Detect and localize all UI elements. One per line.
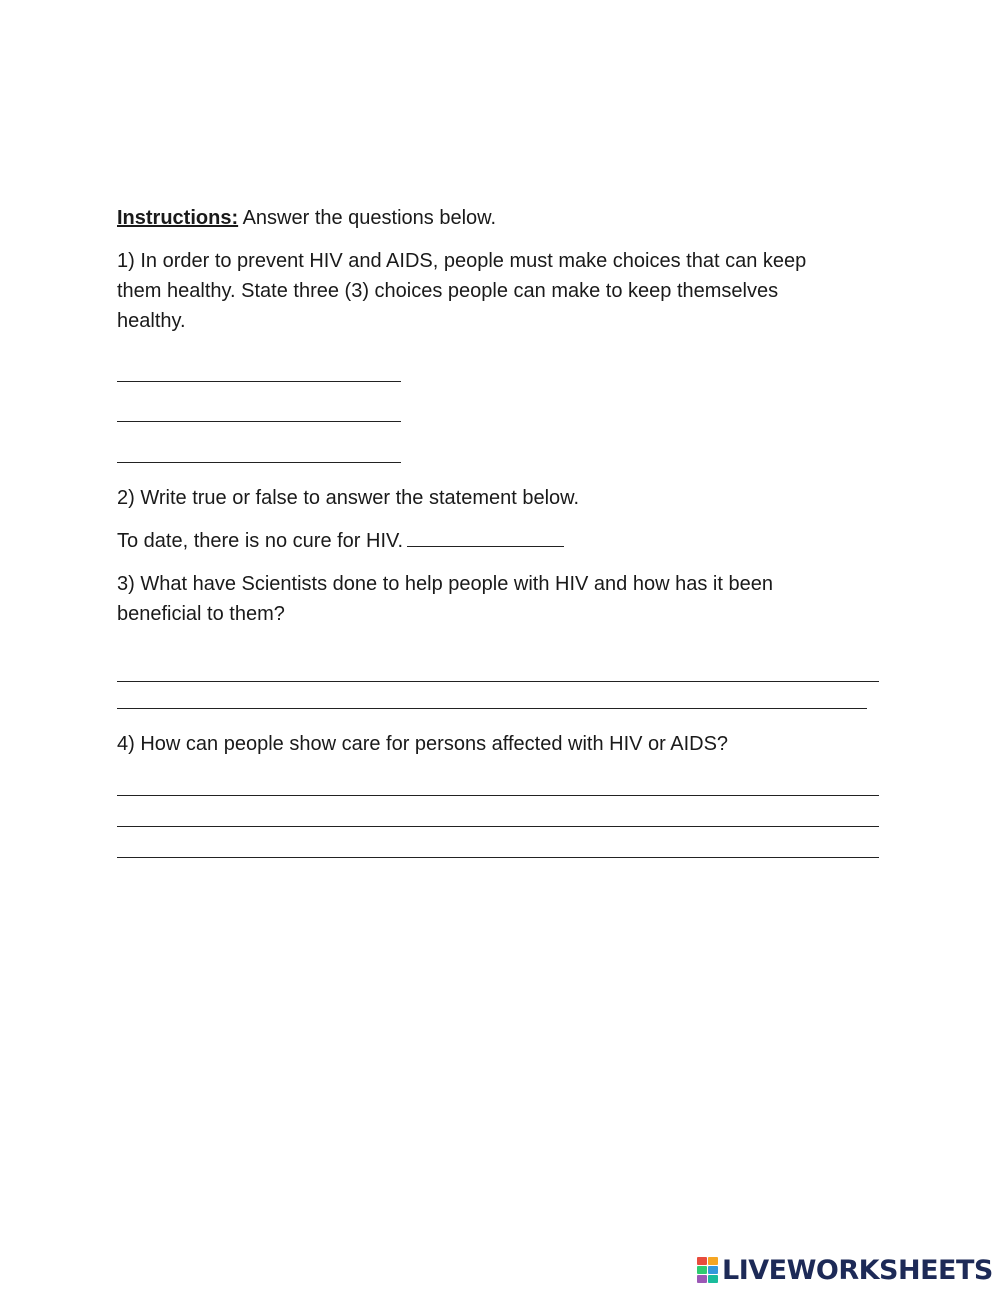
liveworksheets-logo <box>697 1253 993 1287</box>
true-false-answer-blank[interactable] <box>407 546 564 547</box>
question-4: 4) How can people show care for persons affected with HIV or AIDS? <box>117 733 729 755</box>
question-3-line-2: beneficial to them? <box>117 603 285 625</box>
instructions-label: Instructions: <box>117 207 239 229</box>
logo-block <box>697 1257 707 1265</box>
question-2-statement <box>117 526 887 556</box>
question-3 <box>117 569 887 629</box>
logo-text: LIVEWORKSHEETS <box>722 1254 993 1286</box>
question-1-line-1: 1) In order to prevent HIV and AIDS, people must make choices that can keep <box>117 250 807 272</box>
instructions-text: Answer the questions below. <box>238 207 497 229</box>
question-2: 2) Write true or false to answer the statement below. <box>117 487 580 509</box>
instructions <box>117 203 887 233</box>
question-1-line-2: them healthy. State three (3) choices people can make to keep themselves <box>117 280 779 302</box>
question-1-line-3: healthy. <box>117 310 186 332</box>
logo-block <box>708 1257 718 1265</box>
logo-block <box>708 1266 718 1274</box>
answer-line-4c[interactable] <box>117 857 879 858</box>
logo-blocks-icon <box>697 1257 718 1283</box>
worksheet <box>117 203 887 858</box>
logo-block <box>697 1275 707 1283</box>
question-1 <box>117 246 887 336</box>
logo-block <box>697 1266 707 1274</box>
question-3-line-1: 3) What have Scientists done to help people with HIV and how has it been <box>117 573 773 595</box>
statement-text: To date, there is no cure for HIV. <box>117 530 404 552</box>
logo-block <box>708 1275 718 1283</box>
